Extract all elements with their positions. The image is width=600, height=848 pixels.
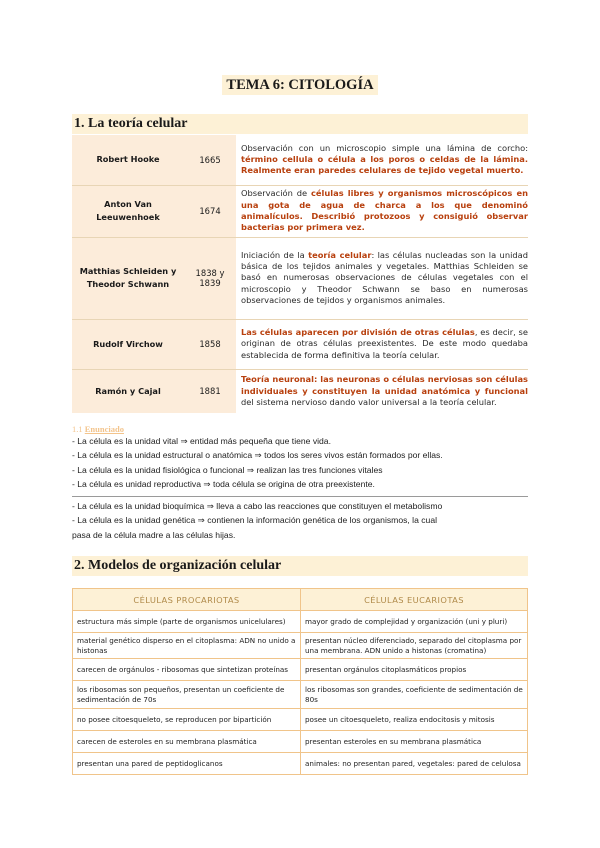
eukaryote-trait: presentan núcleo diferenciado, separado del citoplasma por una membrana. ADN unido a histonas (cromatina) (301, 633, 528, 659)
statement-item: - La célula es la unidad estructural o anatómica ⇒ todos los seres vivos están formados por ellas. (72, 450, 443, 461)
description-text: , es decir, se originan de otras células preexistentes. De este modo quedaba establecida de forma definitiva la teoría celular. (241, 327, 528, 360)
eukaryote-trait: mayor grado de complejidad y organización (uni y pluri) (301, 611, 528, 633)
scientist-name: Anton Van Leeuwenhoek (72, 185, 184, 237)
cell-theory-table (72, 135, 528, 413)
comparison-row (73, 753, 528, 775)
eukaryote-trait: presentan orgánulos citoplasmáticos propios (301, 659, 528, 681)
history-row (72, 237, 528, 319)
statement-item: - La célula es la unidad fisiológica o funcional ⇒ realizan las tres funciones vitales (72, 464, 383, 475)
comparison-row (73, 633, 528, 659)
scientist-name: Rudolf Virchow (72, 319, 184, 369)
document-title-wrap (0, 76, 600, 94)
highlighted-text: teoría celular (308, 249, 372, 260)
statement-item: pasa de la célula madre a las células hijas. (72, 529, 236, 540)
prokaryote-trait: estructura más simple (parte de organismos unicelulares) (73, 611, 301, 633)
statement-list-b (72, 499, 532, 542)
prokaryote-trait: material genético disperso en el citoplasma: ADN no unido a histonas (73, 633, 301, 659)
horizontal-rule (72, 496, 528, 497)
prokaryote-trait: carecen de orgánulos - ribosomas que sintetizan proteínas (73, 659, 301, 681)
subsection-heading (72, 424, 124, 434)
prokaryote-trait: no posee citoesqueleto, se reproducen por bipartición (73, 709, 301, 731)
eukaryote-trait: presentan esteroles en su membrana plasmática (301, 731, 528, 753)
cell-types-table (72, 588, 528, 775)
discovery-description (236, 369, 528, 413)
description-text: Observación con un microscopio simple una lámina de corcho: (241, 142, 528, 153)
comparison-row (73, 709, 528, 731)
prokaryote-trait: los ribosomas son pequeños, presentan un coeficiente de sedimentación de 70s (73, 681, 301, 709)
discovery-year: 1838 y 1839 (184, 237, 236, 319)
subsection-number: 1.1 (72, 424, 83, 434)
comparison-row (73, 681, 528, 709)
history-row (72, 185, 528, 237)
statement-item: - La célula es unidad reproductiva ⇒ toda célula se origina de otra preexistente. (72, 478, 375, 489)
scientist-name: Robert Hooke (72, 135, 184, 185)
header-prokaryotes: CÉLULAS PROCARIOTAS (73, 589, 301, 611)
scientist-name: Matthias Schleiden y Theodor Schwann (72, 237, 184, 319)
scientist-name: Ramón y Cajal (72, 369, 184, 413)
highlighted-text: Teoría neuronal: las neuronas o células nerviosas son células individuales y constituyen la unidad anatómica y funcional (241, 374, 528, 396)
discovery-year: 1674 (184, 185, 236, 237)
highlighted-text: Las células aparecen por división de otras células (241, 327, 475, 338)
eukaryote-trait: los ribosomas son grandes, coeficiente de sedimentación de 80s (301, 681, 528, 709)
statement-item: - La célula es la unidad vital ⇒ entidad más pequeña que tiene vida. (72, 436, 331, 446)
highlighted-text: término cellula o célula a los poros o celdas de la lámina. Realmente eran paredes celulares de tejido vegetal muerto. (241, 154, 528, 176)
history-row (72, 369, 528, 413)
prokaryote-trait: carecen de esteroles en su membrana plasmática (73, 731, 301, 753)
description-text: Observación de (241, 188, 311, 199)
description-text: : las células nucleadas son la unidad básica de los tejidos animales y vegetales. Matthias Schleiden se basó en numerosas observaciones de células vegetales con el microscopio y Theodor Schwann se baso en numerosas observaciones de tejidos y organismos animales. (241, 249, 528, 305)
comparison-row (73, 611, 528, 633)
highlighted-text: células libres y organismos microscópicos en una gota de agua de charca a los que denominó animalículos. Describió protozoos y consiguió observar bacterias por primera vez. (241, 188, 528, 233)
discovery-description (236, 135, 528, 185)
description-text: del sistema nervioso dando valor universal a la teoría celular. (241, 396, 497, 407)
discovery-description (236, 319, 528, 369)
prokaryote-trait: presentan una pared de peptidoglicanos (73, 753, 301, 775)
description-text: Iniciación de la (241, 249, 309, 260)
discovery-year: 1665 (184, 135, 236, 185)
statement-item: - La célula es la unidad genética ⇒ contienen la información genética de los organismos, la cual (72, 515, 438, 526)
header-eukaryotes: CÉLULAS EUCARIOTAS (301, 589, 528, 611)
section-1-heading: 1. La teoría celular (72, 114, 528, 134)
discovery-description (236, 237, 528, 319)
discovery-year: 1881 (184, 369, 236, 413)
discovery-year: 1858 (184, 319, 236, 369)
section-2-heading: 2. Modelos de organización celular (72, 556, 528, 576)
eukaryote-trait: animales: no presentan pared, vegetales: pared de celulosa (301, 753, 528, 775)
history-row (72, 319, 528, 369)
eukaryote-trait: posee un citoesqueleto, realiza endocitosis y mitosis (301, 709, 528, 731)
discovery-description (236, 185, 528, 237)
document-title: TEMA 6: CITOLOGÍA (222, 75, 377, 95)
comparison-row (73, 659, 528, 681)
subsection-title: Enunciado (84, 424, 124, 434)
history-row (72, 135, 528, 185)
statement-list-a (72, 434, 532, 491)
statement-item: - La célula es la unidad bioquímica ⇒ lleva a cabo las reacciones que constituyen el metabolismo (72, 501, 443, 511)
comparison-row (73, 731, 528, 753)
